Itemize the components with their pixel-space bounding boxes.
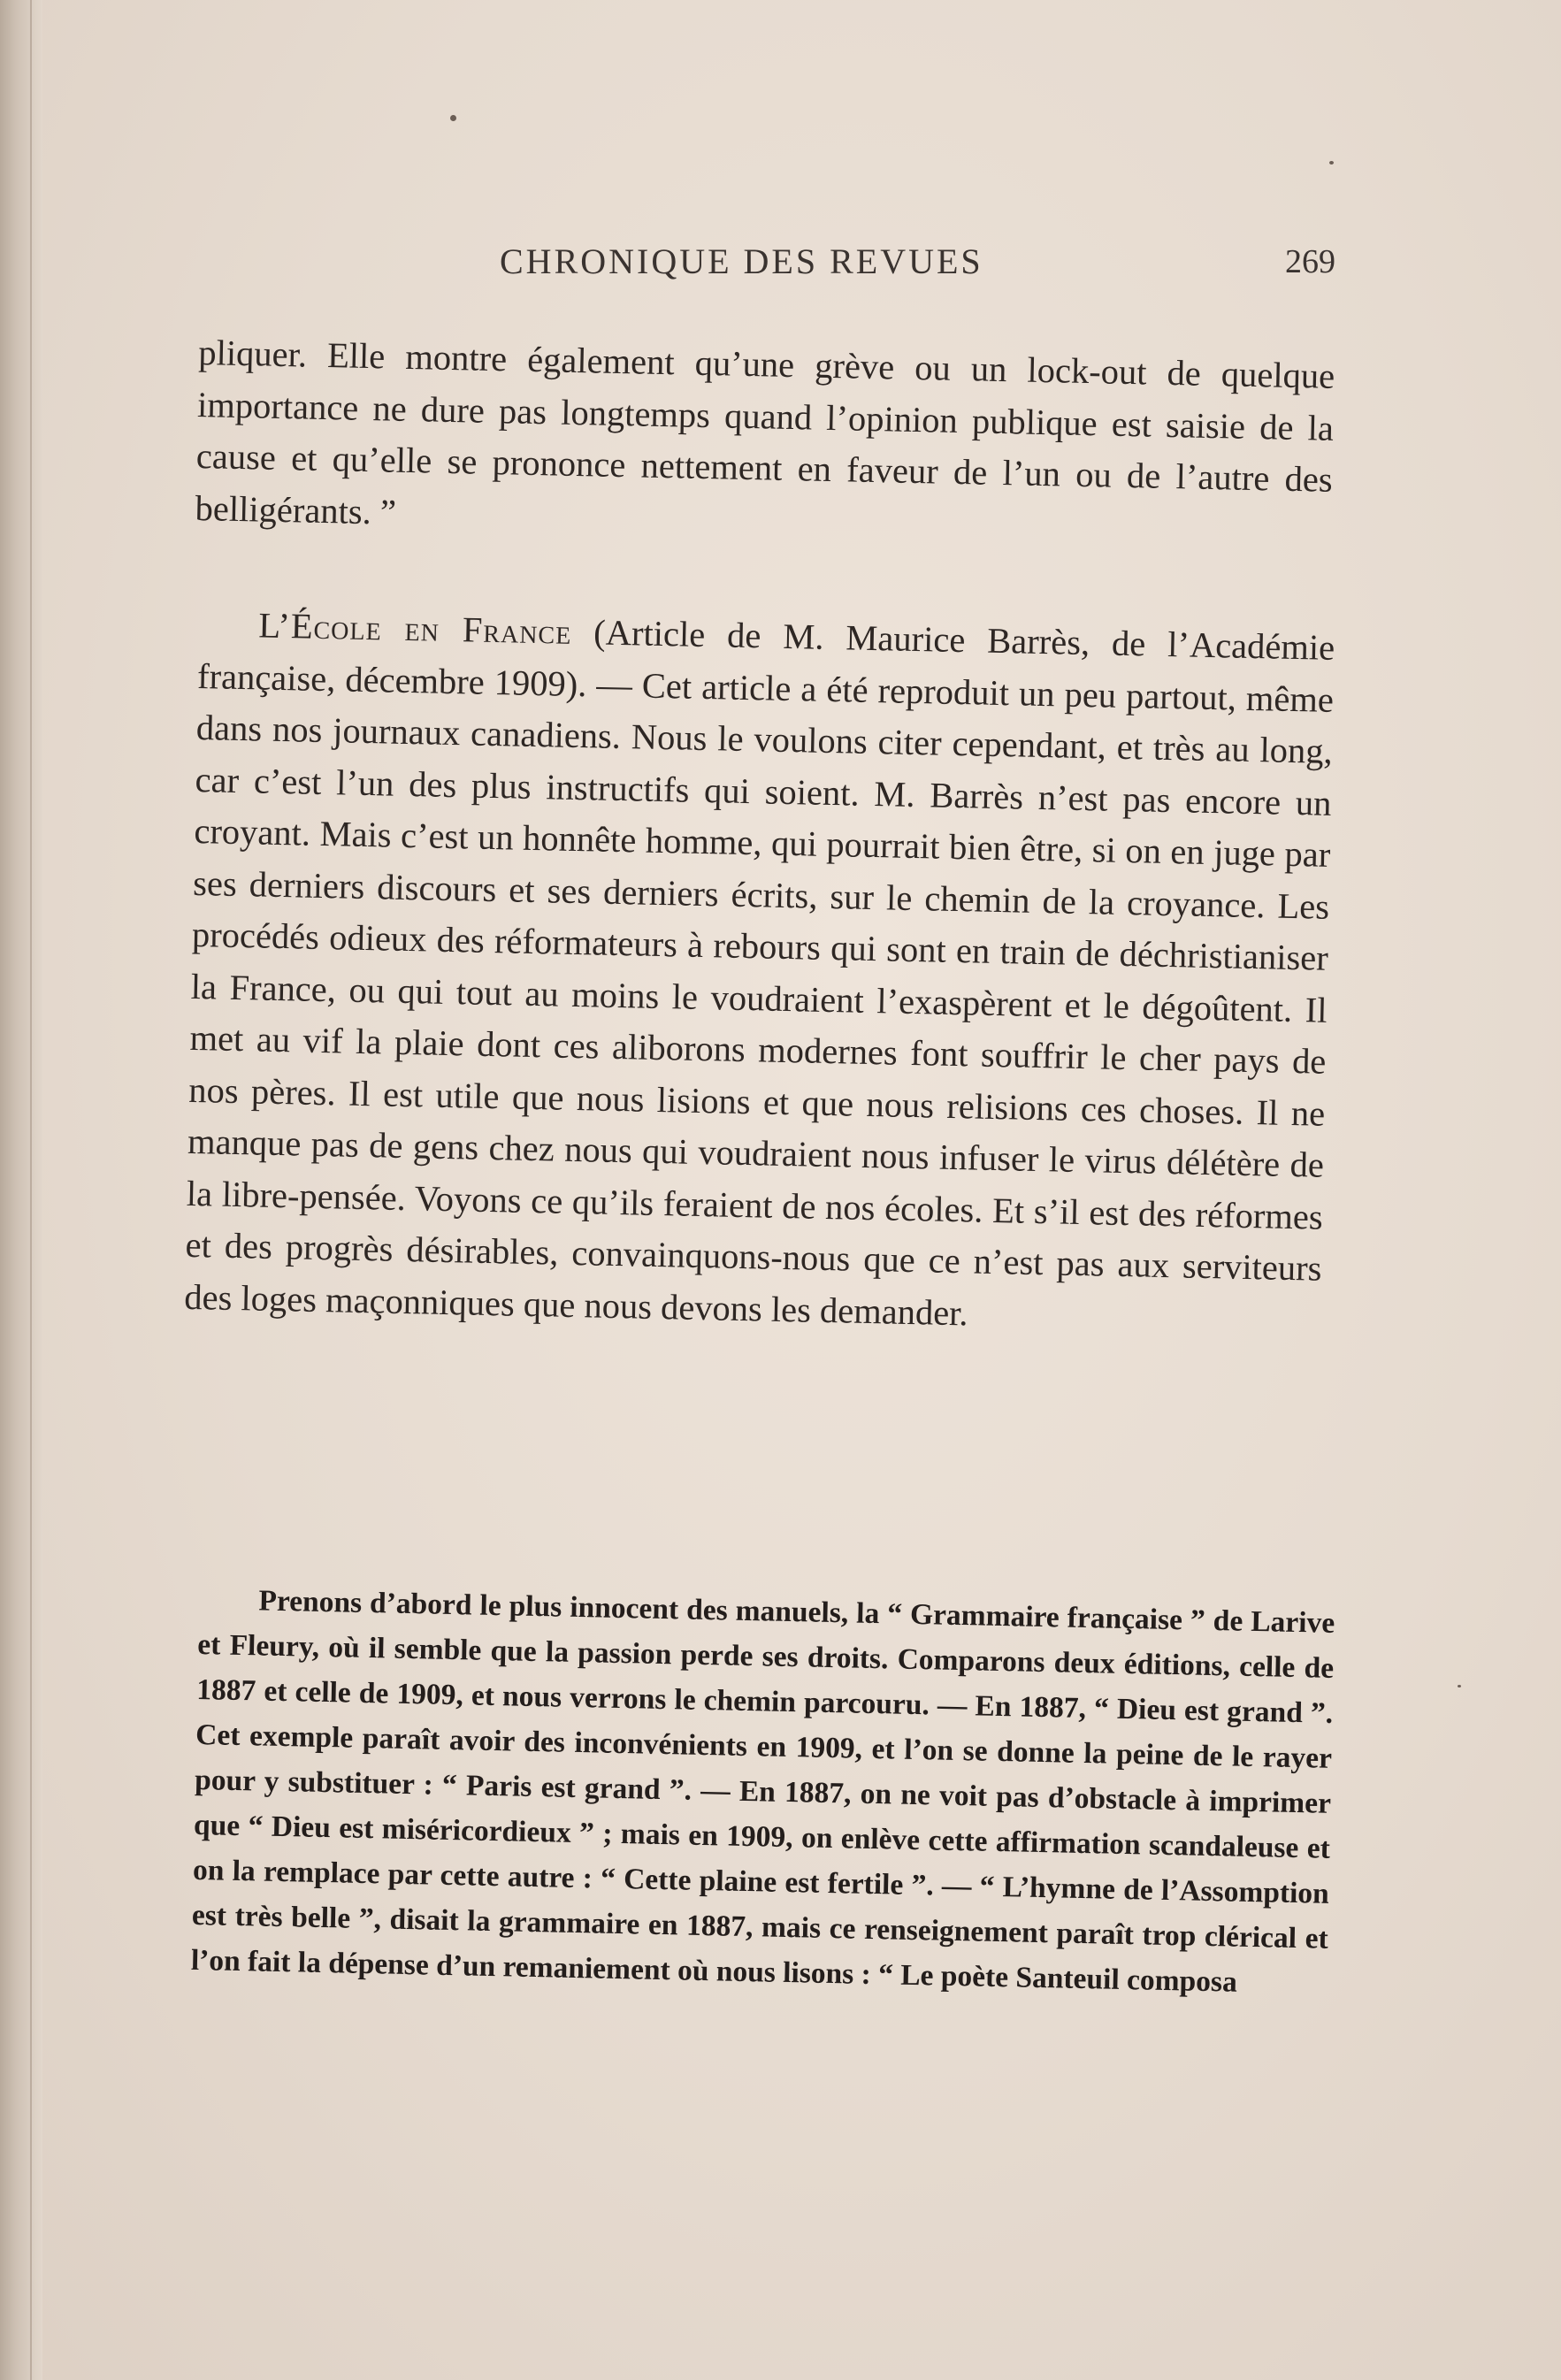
page-header	[199, 241, 1335, 294]
section-heading: L’École en France	[257, 605, 572, 652]
page-number: 269	[1285, 243, 1335, 280]
paragraph-block	[190, 1577, 1335, 2007]
page-gutter	[0, 0, 42, 2380]
paragraph-block	[195, 327, 1335, 558]
gutter-fold-line	[30, 0, 32, 2380]
ink-speck	[450, 115, 456, 121]
ink-speck	[1458, 1685, 1461, 1687]
paragraph-continuation: pliquer. Elle montre également qu’une grève ou un lock-out de quelque importance ne dure pas longtemps quand l’opinion publique est saisie de la cause et qu’elle se prononce nettement en faveur de l’un ou de l’autre des belligérants. ”	[195, 332, 1335, 532]
running-title: CHRONIQUE DES REVUES	[500, 241, 983, 281]
ink-speck	[1329, 161, 1334, 165]
paragraph-quotation: Prenons d’abord le plus innocent des manuels, la “ Grammaire française ” de Larive et Fleury, où il semble que la passion perde ses droits. Comparons deux éditions, celle de 1887 et celle de 1909, et nous verrons le chemin parcouru. — En 1887, “ Dieu est grand ”. Cet exemple paraît avoir des inconvénients en 1909, et l’on se donne la peine de le rayer pour y substituer : “ Paris est grand ”. — En 1887, on ne voit pas d’obstacle à imprimer que “ Dieu est miséricordieux ” ; mais en 1909, on enlève cette affirmation scandaleuse et on la remplace par cette autre : “ Cette plaine est fertile ”. — “ L’hymne de l’Assomption est très belle ”, disait la grammaire en 1887, mais ce renseignement paraît trop clérical et l’on fait la dépense d’un remaniement où nous lisons : “ Le poète Santeuil composa	[190, 1584, 1335, 1999]
paragraph-ecole-en-france	[184, 599, 1335, 1347]
paragraph-text: (Article de M. Maurice Barrès, de l’Académie française, décembre 1909). — Cet article a été reproduit un peu partout, même dans nos journaux canadiens. Nous le voulons citer cependant, et très au long, car c’est l’un des plus instructifs qui soient. M. Barrès n’est pas encore un croyant. Mais c’est un honnête homme, qui pourrait bien être, si on en juge par ses derniers discours et ses derniers écrits, sur le chemin de la croyance. Les procédés odieux des réformateurs à rebours qui sont en train de déchristianiser la France, ou qui tout au moins le voudraient l’exaspèrent et le dégoûtent. Il met au vif la plaie dont ces aliborons modernes font souffrir le cher pays de nos pères. Il est utile que nous lisions et que nous relisions ces choses. Il ne manque pas de gens chez nous qui voudraient nous infuser le virus délétère de la libre-pensée. Voyons ce qu’ils feraient de nos écoles. Et s’il est des réformes et des progrès désirables, convainquons-nous que ce n’est pas aux serviteurs des loges maçonniques que nous devons les demander.	[184, 611, 1335, 1333]
paragraph-block	[184, 599, 1335, 1347]
